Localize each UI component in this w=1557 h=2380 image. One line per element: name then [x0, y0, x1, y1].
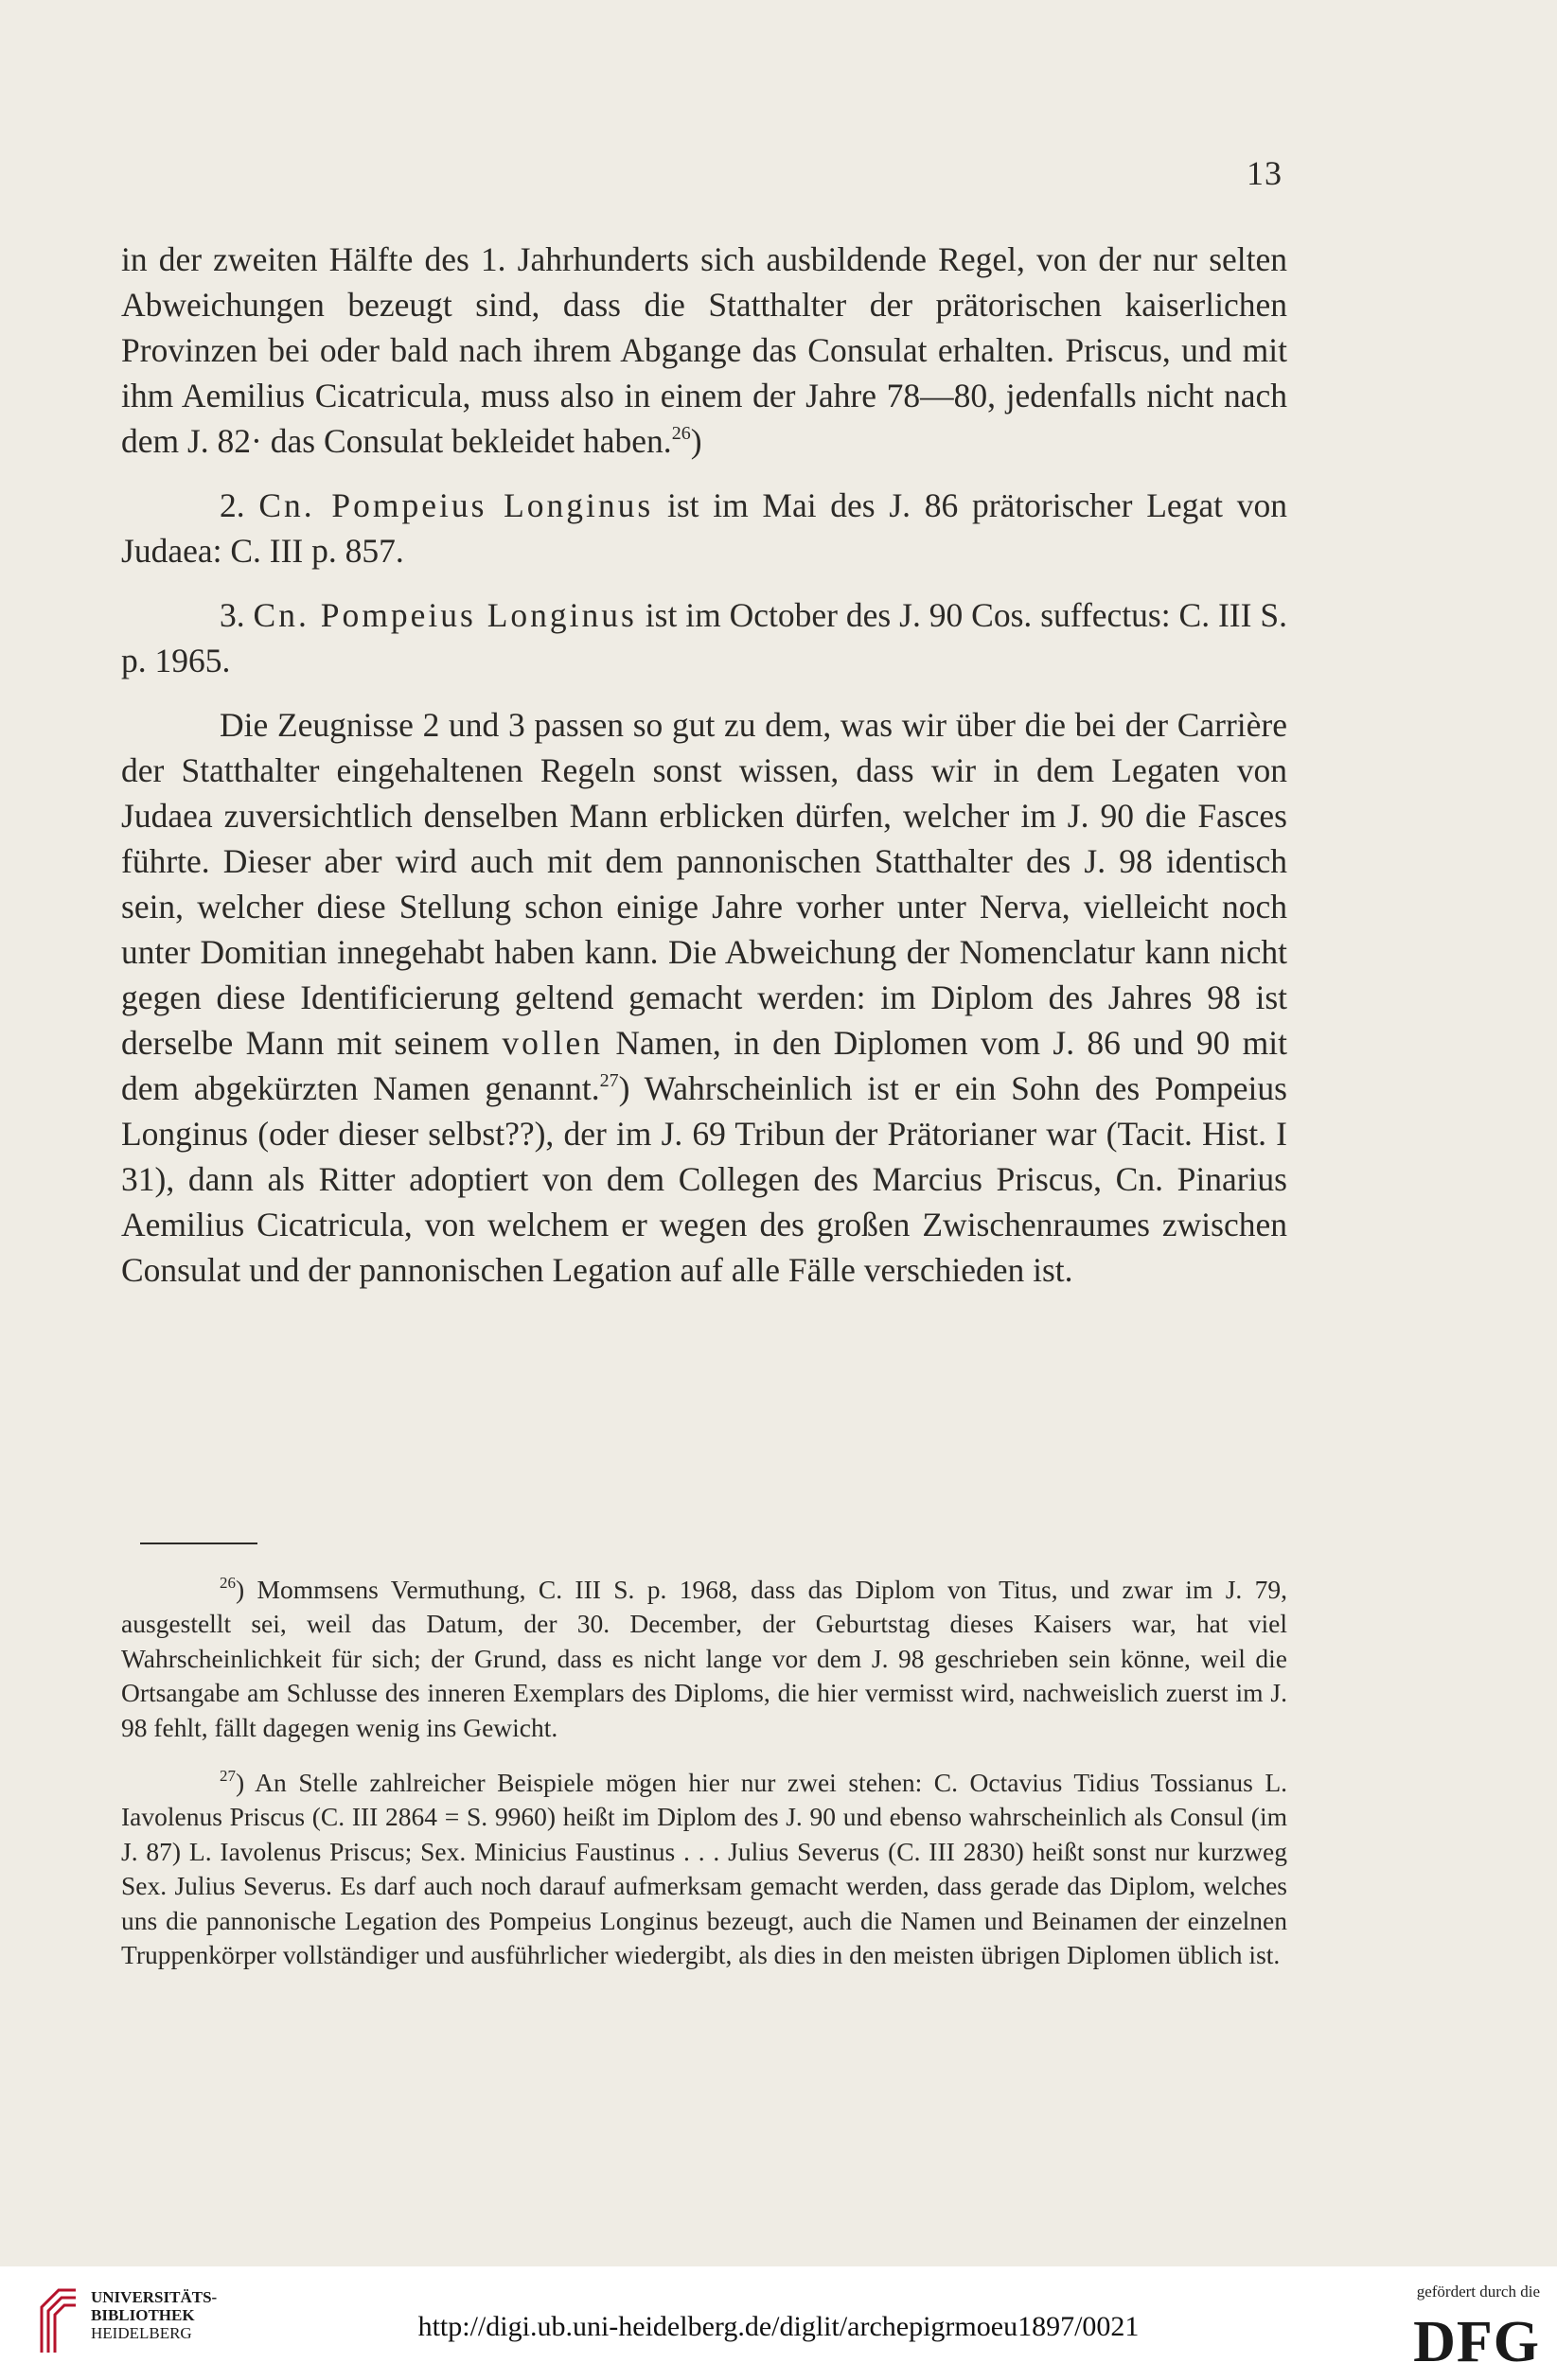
main-text [121, 237, 1287, 1312]
dfg-logo[interactable]: DFG [1413, 2310, 1540, 2374]
funded-by-label: gefördert durch die [1416, 2283, 1540, 2301]
footnote-divider [140, 1543, 257, 1544]
footnote-26-text: ) Mommsens Vermuthung, C. III S. p. 1968, dass das Diplom von Titus, und zwar im J. 79, ausgestellt sei, weil das Datum, der 30. December, der Geburtstag dieses Kaisers war, hat viel Wahrscheinlichkeit für sich; der Grund, dass es nicht lange vor dem J. 98 geschrieben sein könne, weil die Ortsangabe am Schlusse des inneren Exemplars des Diploms, die hier vermisst wird, nachweislich zuerst im J. 98 fehlt, fällt dagegen wenig ins Gewicht. [121, 1575, 1287, 1742]
paragraph-3 [121, 592, 1287, 683]
paragraph-1 [121, 237, 1287, 464]
footnotes [121, 1573, 1287, 1993]
page-number: 13 [1247, 154, 1283, 192]
footnote-27 [121, 1766, 1287, 1972]
paragraph-1-text: in der zweiten Hälfte des 1. Jahrhunderts sich ausbildende Regel, von der nur selten Abweichungen bezeugt sind, dass die Statthalter der prätorischen kaiserlichen Provinzen bei oder bald nach ihrem Abgange das Consulat erhalten. Priscus, und mit ihm Aemilius Cicatricula, muss also in einem der Jahre 78—80, jedenfalls nicht nach dem J. 82· das Consulat bekleidet haben. [121, 240, 1287, 460]
paragraph-4-text-a: Die Zeugnisse 2 und 3 passen so gut zu dem, was wir über die bei der Carrière der Statthalter eingehaltenen Regeln sonst wissen, dass wir in dem Legaten von Judaea zuversichtlich denselben Mann erblicken dürfen, welcher im J. 90 die Fasces führte. Dieser aber wird auch mit dem pannonischen Statthalter des J. 98 identisch sein, welcher diese Stellung schon einige Jahre vorher unter Nerva, vielleicht noch unter Domitian innegehabt haben kann. Die Abweichung der Nomenclatur kann nicht gegen diese Identificierung geltend gemacht werden: im Diplom des Jahres 98 ist derselbe Mann mit seinem [121, 706, 1287, 1062]
footnote-27-text: ) An Stelle zahlreicher Beispiele mögen hier nur zwei stehen: C. Octavius Tidius Tossianus L. Iavolenus Priscus (C. III 2864 = S. 9960) heißt im Diplom des J. 90 und ebenso wahrscheinlich als Consul (im J. 87) L. Iavolenus Priscus; Sex. Minicius Faustinus . . . Julius Severus (C. III 2830) heißt sonst nur kurzweg Sex. Julius Severus. Es darf auch noch darauf aufmerksam gemacht werden, dass gerade das Diplom, welches uns die pannonische Legation des Pompeius Longinus bezeugt, auch die Namen und Beinamen der einzelnen Truppenkörper vollständiger und ausführlicher wiedergibt, als dies in den meisten übrigen Diplomen üblich ist. [121, 1768, 1287, 1970]
library-line-3: HEIDELBERG [91, 2324, 192, 2342]
footnote-ref-26[interactable]: 26 [671, 423, 691, 444]
footnote-26 [121, 1573, 1287, 1745]
paragraph-4-text-b: Namen, in den Diplomen vom J. 86 und 90 mit dem abgekürzten Namen genannt. [121, 1024, 1288, 1107]
paragraph-1-close: ) [690, 422, 702, 460]
library-line-2: BIBLIOTHEK [91, 2306, 195, 2324]
paragraph-4 [121, 702, 1287, 1293]
paragraph-3-text: ist im October des J. 90 Cos. suffectus: C. III S. p. 1965. [121, 596, 1287, 679]
source-url-link[interactable]: http://digi.ub.uni-heidelberg.de/diglit/archepigrmoeu1897/0021 [417, 2311, 1140, 2342]
footnote-mark-26: 26 [220, 1574, 236, 1592]
footnote-mark-27: 27 [220, 1767, 236, 1786]
paragraph-2 [121, 483, 1287, 573]
paragraph-3-name: Cn. Pompeius Longinus [253, 596, 637, 634]
library-line-1: UNIVERSITÄTS- [91, 2288, 218, 2306]
paragraph-2-number: 2. [220, 486, 245, 524]
paragraph-2-name: Cn. Pompeius Longinus [258, 486, 654, 524]
paragraph-2-text: ist im Mai des J. 86 prätorischer Legat von Judaea: C. III p. 857. [121, 486, 1287, 570]
paragraph-4-emphasis: vollen [502, 1024, 604, 1062]
paragraph-4-text-c: ) Wahrscheinlich ist er ein Sohn des Pompeius Longinus (oder dieser selbst??), der im J. 69 Tribun der Prätorianer war (Tacit. Hist. I 31), dann als Ritter adoptiert von dem Collegen des Marcius Priscus, Cn. Pinarius Aemilius Cicatricula, von welchem er wegen des großen Zwischenraumes zwischen Consulat und der pannonischen Legation auf alle Fälle verschieden ist. [121, 1069, 1287, 1289]
paragraph-3-number: 3. [220, 596, 245, 634]
footnote-ref-27[interactable]: 27 [599, 1070, 619, 1091]
